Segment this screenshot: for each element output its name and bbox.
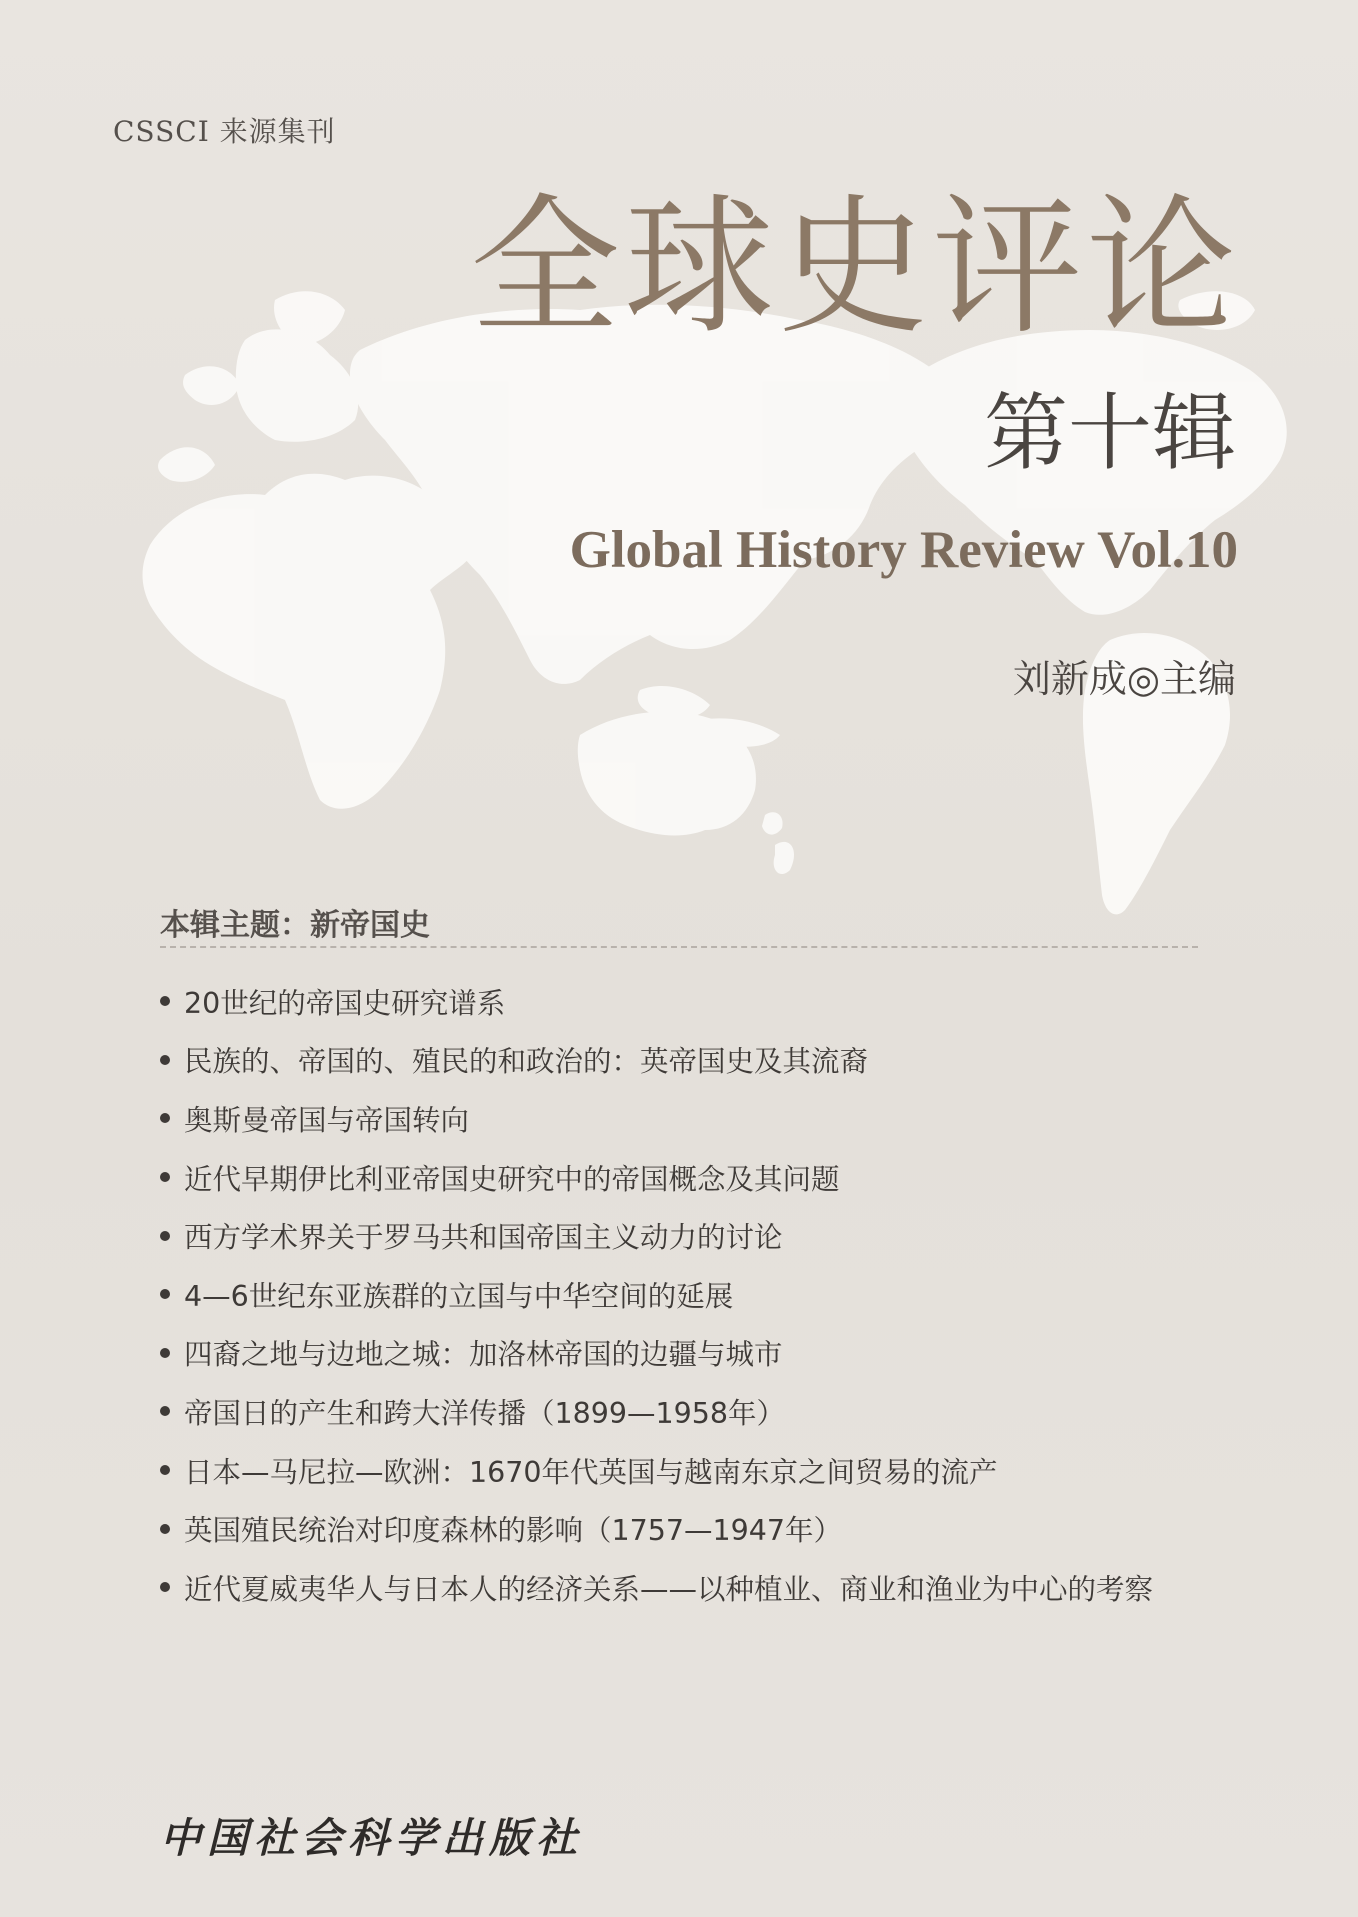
article-item <box>160 1324 1153 1383</box>
article-title: 西方学术界关于罗马共和国帝国主义动力的讨论 <box>184 1221 783 1255</box>
article-item <box>160 1499 1153 1558</box>
bullet-icon <box>160 1113 170 1123</box>
article-title: 英国殖民统治对印度森林的影响（1757—1947年） <box>184 1514 843 1548</box>
article-title: 帝国日的产生和跨大洋传播（1899—1958年） <box>184 1396 786 1430</box>
bullet-icon <box>160 1465 170 1475</box>
editor-credit: 刘新成◎主编 <box>1012 657 1236 701</box>
volume-number-chinese: 第十辑 <box>983 384 1236 482</box>
article-title: 奥斯曼帝国与帝国转向 <box>184 1103 470 1137</box>
bullet-icon <box>160 1582 170 1592</box>
dashed-divider <box>160 946 1198 948</box>
article-item <box>160 1031 1153 1090</box>
article-list <box>160 972 1153 1617</box>
bullet-icon <box>160 1055 170 1065</box>
article-title: 20世纪的帝国史研究谱系 <box>184 986 506 1020</box>
article-title: 日本—马尼拉—欧洲：1670年代英国与越南东京之间贸易的流产 <box>184 1455 998 1489</box>
issue-theme-heading: 本辑主题：新帝国史 <box>160 908 430 943</box>
publisher-name: 中国社会科学出版社 <box>160 1814 583 1862</box>
bullet-icon <box>160 1348 170 1358</box>
bullet-icon <box>160 1406 170 1416</box>
article-title: 四裔之地与边地之城：加洛林帝国的边疆与城市 <box>184 1338 783 1372</box>
bullet-icon <box>160 996 170 1006</box>
book-title-english: Global History Review Vol.10 <box>569 521 1238 579</box>
article-item <box>160 1148 1153 1207</box>
article-title: 4—6世纪东亚族群的立国与中华空间的延展 <box>184 1279 734 1313</box>
article-item <box>160 1441 1153 1500</box>
bullet-icon <box>160 1231 170 1241</box>
article-item <box>160 1206 1153 1265</box>
article-title: 民族的、帝国的、殖民的和政治的：英帝国史及其流裔 <box>184 1045 869 1079</box>
series-label: CSSCI 来源集刊 <box>113 115 336 148</box>
article-item <box>160 1265 1153 1324</box>
bullet-icon <box>160 1172 170 1182</box>
article-title: 近代早期伊比利亚帝国史研究中的帝国概念及其问题 <box>184 1162 840 1196</box>
bullet-icon <box>160 1289 170 1299</box>
article-item <box>160 1089 1153 1148</box>
article-item <box>160 972 1153 1031</box>
book-title-chinese: 全球史评论 <box>470 181 1241 355</box>
article-item <box>160 1558 1153 1617</box>
article-item <box>160 1382 1153 1441</box>
bullet-icon <box>160 1524 170 1534</box>
article-title: 近代夏威夷华人与日本人的经济关系——以种植业、商业和渔业为中心的考察 <box>184 1572 1154 1606</box>
